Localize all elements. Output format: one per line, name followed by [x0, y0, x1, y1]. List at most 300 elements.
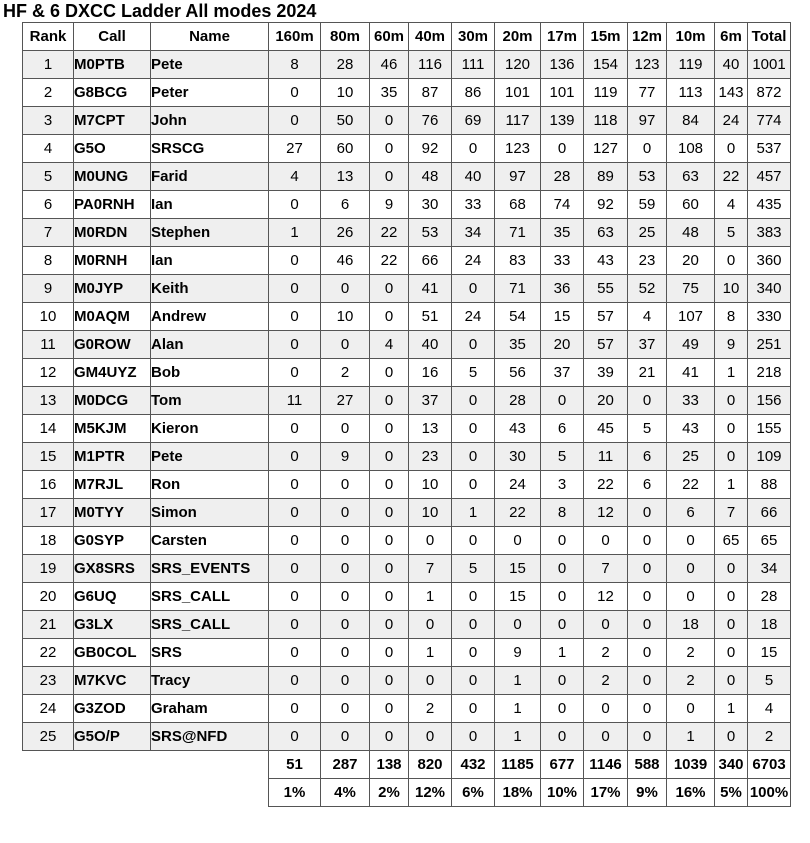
band-count-cell: 24 [715, 107, 748, 135]
rank-cell: 13 [23, 387, 74, 415]
band-count-cell: 0 [541, 555, 584, 583]
band-total-cell: 1039 [667, 751, 715, 779]
band-count-cell: 53 [628, 163, 667, 191]
band-count-cell: 0 [452, 611, 495, 639]
band-count-cell: 9 [370, 191, 409, 219]
callsign-cell: GX8SRS [74, 555, 151, 583]
callsign-cell: M7KVC [74, 667, 151, 695]
band-count-cell: 63 [667, 163, 715, 191]
band-count-cell: 6 [628, 471, 667, 499]
band-count-cell: 0 [370, 415, 409, 443]
band-count-cell: 0 [628, 499, 667, 527]
band-count-cell: 0 [452, 387, 495, 415]
operator-name-cell: Tracy [151, 667, 269, 695]
band-total-cell: 287 [321, 751, 370, 779]
total-cell: 88 [748, 471, 791, 499]
band-count-cell: 37 [541, 359, 584, 387]
band-count-cell: 0 [452, 135, 495, 163]
callsign-cell: M0DCG [74, 387, 151, 415]
band-count-cell: 20 [667, 247, 715, 275]
operator-name-cell: Bob [151, 359, 269, 387]
band-count-cell: 33 [452, 191, 495, 219]
band-count-cell: 2 [409, 695, 452, 723]
table-row [23, 135, 791, 163]
band-count-cell: 1 [541, 639, 584, 667]
band-count-cell: 24 [452, 303, 495, 331]
band-total-cell: 432 [452, 751, 495, 779]
table-row [23, 331, 791, 359]
total-cell: 66 [748, 499, 791, 527]
band-count-cell: 60 [321, 135, 370, 163]
band-count-cell: 0 [584, 723, 628, 751]
total-cell: 774 [748, 107, 791, 135]
band-total-cell: 1146 [584, 751, 628, 779]
band-count-cell: 0 [452, 331, 495, 359]
band-total-cell: 51 [269, 751, 321, 779]
band-count-cell: 0 [321, 499, 370, 527]
column-header: 12m [628, 23, 667, 51]
band-count-cell: 20 [541, 331, 584, 359]
table-row [23, 387, 791, 415]
band-count-cell: 0 [667, 695, 715, 723]
band-count-cell: 5 [452, 555, 495, 583]
band-count-cell: 34 [452, 219, 495, 247]
table-row [23, 303, 791, 331]
band-count-cell: 89 [584, 163, 628, 191]
band-count-cell: 6 [628, 443, 667, 471]
band-count-cell: 101 [495, 79, 541, 107]
band-percentage-cell: 18% [495, 779, 541, 807]
band-count-cell: 11 [269, 387, 321, 415]
band-count-cell: 56 [495, 359, 541, 387]
band-count-cell: 0 [370, 135, 409, 163]
band-count-cell: 4 [715, 191, 748, 219]
band-count-cell: 0 [370, 527, 409, 555]
band-count-cell: 2 [584, 639, 628, 667]
band-count-cell: 39 [584, 359, 628, 387]
band-count-cell: 117 [495, 107, 541, 135]
band-count-cell: 33 [667, 387, 715, 415]
band-count-cell: 2 [584, 667, 628, 695]
band-count-cell: 143 [715, 79, 748, 107]
band-count-cell: 43 [495, 415, 541, 443]
band-count-cell: 0 [715, 555, 748, 583]
band-count-cell: 46 [370, 51, 409, 79]
percentages-spacer [23, 779, 269, 807]
total-cell: 4 [748, 695, 791, 723]
total-cell: 155 [748, 415, 791, 443]
band-count-cell: 92 [409, 135, 452, 163]
operator-name-cell: SRS_CALL [151, 583, 269, 611]
band-count-cell: 66 [409, 247, 452, 275]
band-count-cell: 0 [321, 667, 370, 695]
callsign-cell: M0RDN [74, 219, 151, 247]
band-count-cell: 0 [628, 723, 667, 751]
operator-name-cell: Peter [151, 79, 269, 107]
band-percentage-cell: 100% [748, 779, 791, 807]
column-header: 10m [667, 23, 715, 51]
column-header: Rank [23, 23, 74, 51]
band-count-cell: 1 [495, 667, 541, 695]
operator-name-cell: Simon [151, 499, 269, 527]
band-count-cell: 0 [628, 555, 667, 583]
table-row [23, 471, 791, 499]
band-count-cell: 0 [584, 527, 628, 555]
band-count-cell: 0 [452, 723, 495, 751]
total-cell: 435 [748, 191, 791, 219]
operator-name-cell: Stephen [151, 219, 269, 247]
header-row [23, 23, 791, 51]
band-count-cell: 55 [584, 275, 628, 303]
band-count-cell: 22 [370, 219, 409, 247]
band-count-cell: 40 [409, 331, 452, 359]
band-count-cell: 37 [628, 331, 667, 359]
total-cell: 1001 [748, 51, 791, 79]
band-count-cell: 51 [409, 303, 452, 331]
total-cell: 340 [748, 275, 791, 303]
band-count-cell: 76 [409, 107, 452, 135]
band-count-cell: 0 [269, 555, 321, 583]
band-count-cell: 10 [715, 275, 748, 303]
total-cell: 457 [748, 163, 791, 191]
band-count-cell: 8 [541, 499, 584, 527]
band-count-cell: 27 [321, 387, 370, 415]
band-count-cell: 28 [541, 163, 584, 191]
operator-name-cell: SRS_EVENTS [151, 555, 269, 583]
band-count-cell: 25 [628, 219, 667, 247]
table-row [23, 499, 791, 527]
band-total-cell: 677 [541, 751, 584, 779]
band-count-cell: 1 [715, 695, 748, 723]
rank-cell: 3 [23, 107, 74, 135]
band-count-cell: 43 [584, 247, 628, 275]
band-count-cell: 0 [628, 695, 667, 723]
band-percentage-cell: 5% [715, 779, 748, 807]
band-count-cell: 0 [370, 723, 409, 751]
band-count-cell: 119 [584, 79, 628, 107]
band-count-cell: 0 [628, 639, 667, 667]
band-total-cell: 588 [628, 751, 667, 779]
rank-cell: 19 [23, 555, 74, 583]
band-count-cell: 22 [370, 247, 409, 275]
band-count-cell: 0 [452, 415, 495, 443]
band-count-cell: 41 [667, 359, 715, 387]
total-cell: 15 [748, 639, 791, 667]
column-header: 15m [584, 23, 628, 51]
band-count-cell: 0 [269, 639, 321, 667]
rank-cell: 5 [23, 163, 74, 191]
band-count-cell: 27 [269, 135, 321, 163]
band-count-cell: 54 [495, 303, 541, 331]
band-count-cell: 1 [409, 639, 452, 667]
band-count-cell: 0 [269, 247, 321, 275]
rank-cell: 10 [23, 303, 74, 331]
band-count-cell: 0 [667, 555, 715, 583]
band-count-cell: 0 [269, 191, 321, 219]
band-count-cell: 1 [715, 471, 748, 499]
table-row [23, 527, 791, 555]
callsign-cell: G0SYP [74, 527, 151, 555]
operator-name-cell: Kieron [151, 415, 269, 443]
band-count-cell: 127 [584, 135, 628, 163]
band-count-cell: 136 [541, 51, 584, 79]
band-count-cell: 0 [269, 107, 321, 135]
total-cell: 5 [748, 667, 791, 695]
band-count-cell: 7 [715, 499, 748, 527]
band-count-cell: 9 [495, 639, 541, 667]
band-count-cell: 71 [495, 219, 541, 247]
operator-name-cell: SRSCG [151, 135, 269, 163]
band-count-cell: 0 [628, 387, 667, 415]
band-count-cell: 63 [584, 219, 628, 247]
operator-name-cell: SRS@NFD [151, 723, 269, 751]
band-count-cell: 0 [269, 695, 321, 723]
band-count-cell: 118 [584, 107, 628, 135]
band-count-cell: 0 [269, 723, 321, 751]
band-count-cell: 59 [628, 191, 667, 219]
column-header: Name [151, 23, 269, 51]
band-count-cell: 0 [541, 527, 584, 555]
total-cell: 330 [748, 303, 791, 331]
callsign-cell: M5KJM [74, 415, 151, 443]
table-row [23, 51, 791, 79]
band-count-cell: 0 [269, 527, 321, 555]
operator-name-cell: Ian [151, 247, 269, 275]
rank-cell: 21 [23, 611, 74, 639]
callsign-cell: G0ROW [74, 331, 151, 359]
column-header: 60m [370, 23, 409, 51]
band-count-cell: 0 [269, 359, 321, 387]
band-count-cell: 7 [584, 555, 628, 583]
band-count-cell: 0 [409, 611, 452, 639]
callsign-cell: G6UQ [74, 583, 151, 611]
rank-cell: 11 [23, 331, 74, 359]
table-row [23, 415, 791, 443]
rank-cell: 18 [23, 527, 74, 555]
band-count-cell: 0 [667, 527, 715, 555]
band-count-cell: 22 [667, 471, 715, 499]
band-count-cell: 10 [409, 499, 452, 527]
band-count-cell: 0 [541, 723, 584, 751]
band-count-cell: 15 [541, 303, 584, 331]
table-row [23, 443, 791, 471]
band-count-cell: 57 [584, 303, 628, 331]
band-count-cell: 0 [715, 387, 748, 415]
band-count-cell: 0 [370, 471, 409, 499]
table-row [23, 275, 791, 303]
band-count-cell: 123 [495, 135, 541, 163]
band-count-cell: 22 [495, 499, 541, 527]
band-count-cell: 123 [628, 51, 667, 79]
band-count-cell: 7 [409, 555, 452, 583]
total-cell: 872 [748, 79, 791, 107]
band-count-cell: 0 [452, 275, 495, 303]
callsign-cell: G5O [74, 135, 151, 163]
band-count-cell: 0 [269, 471, 321, 499]
band-percentage-cell: 2% [370, 779, 409, 807]
band-count-cell: 35 [541, 219, 584, 247]
table-row [23, 359, 791, 387]
callsign-cell: M0UNG [74, 163, 151, 191]
rank-cell: 20 [23, 583, 74, 611]
total-cell: 537 [748, 135, 791, 163]
band-count-cell: 3 [541, 471, 584, 499]
band-count-cell: 0 [370, 611, 409, 639]
band-count-cell: 0 [541, 667, 584, 695]
band-count-cell: 23 [628, 247, 667, 275]
column-header: 40m [409, 23, 452, 51]
band-count-cell: 4 [370, 331, 409, 359]
band-count-cell: 0 [370, 555, 409, 583]
band-count-cell: 0 [269, 499, 321, 527]
callsign-cell: G5O/P [74, 723, 151, 751]
column-header: 20m [495, 23, 541, 51]
band-count-cell: 68 [495, 191, 541, 219]
band-count-cell: 25 [667, 443, 715, 471]
band-count-cell: 0 [321, 695, 370, 723]
band-count-cell: 92 [584, 191, 628, 219]
rank-cell: 16 [23, 471, 74, 499]
band-count-cell: 0 [715, 667, 748, 695]
table-row [23, 555, 791, 583]
rank-cell: 24 [23, 695, 74, 723]
band-count-cell: 30 [409, 191, 452, 219]
total-cell: 18 [748, 611, 791, 639]
column-header: Call [74, 23, 151, 51]
band-count-cell: 0 [715, 415, 748, 443]
band-count-cell: 0 [715, 723, 748, 751]
band-count-cell: 0 [628, 527, 667, 555]
callsign-cell: M0TYY [74, 499, 151, 527]
percentages-row [23, 779, 791, 807]
callsign-cell: M0PTB [74, 51, 151, 79]
band-count-cell: 0 [370, 695, 409, 723]
band-count-cell: 41 [409, 275, 452, 303]
band-count-cell: 16 [409, 359, 452, 387]
total-cell: 218 [748, 359, 791, 387]
band-count-cell: 20 [584, 387, 628, 415]
band-percentage-cell: 10% [541, 779, 584, 807]
callsign-cell: G8BCG [74, 79, 151, 107]
band-percentage-cell: 6% [452, 779, 495, 807]
band-count-cell: 65 [715, 527, 748, 555]
band-count-cell: 21 [628, 359, 667, 387]
callsign-cell: PA0RNH [74, 191, 151, 219]
band-count-cell: 0 [715, 583, 748, 611]
table-row [23, 163, 791, 191]
band-count-cell: 0 [370, 359, 409, 387]
band-count-cell: 0 [409, 527, 452, 555]
total-cell: 156 [748, 387, 791, 415]
band-count-cell: 10 [321, 303, 370, 331]
band-count-cell: 1 [269, 219, 321, 247]
band-count-cell: 111 [452, 51, 495, 79]
band-count-cell: 0 [370, 107, 409, 135]
band-count-cell: 11 [584, 443, 628, 471]
total-cell: 34 [748, 555, 791, 583]
band-count-cell: 15 [495, 583, 541, 611]
band-count-cell: 2 [667, 667, 715, 695]
operator-name-cell: Pete [151, 443, 269, 471]
band-count-cell: 48 [667, 219, 715, 247]
total-cell: 2 [748, 723, 791, 751]
page-title: HF & 6 DXCC Ladder All modes 2024 [3, 1, 317, 21]
callsign-cell: G3LX [74, 611, 151, 639]
band-count-cell: 97 [628, 107, 667, 135]
band-count-cell: 86 [452, 79, 495, 107]
band-count-cell: 0 [452, 443, 495, 471]
operator-name-cell: Andrew [151, 303, 269, 331]
callsign-cell: M0AQM [74, 303, 151, 331]
table-row [23, 191, 791, 219]
band-count-cell: 10 [321, 79, 370, 107]
operator-name-cell: Pete [151, 51, 269, 79]
totals-spacer [23, 751, 269, 779]
band-count-cell: 0 [452, 667, 495, 695]
totals-row [23, 751, 791, 779]
operator-name-cell: SRS_CALL [151, 611, 269, 639]
table-row [23, 723, 791, 751]
band-count-cell: 0 [321, 583, 370, 611]
total-cell: 109 [748, 443, 791, 471]
table-row [23, 247, 791, 275]
total-cell: 65 [748, 527, 791, 555]
column-header: 17m [541, 23, 584, 51]
callsign-cell: M7RJL [74, 471, 151, 499]
band-count-cell: 154 [584, 51, 628, 79]
band-count-cell: 0 [715, 443, 748, 471]
band-count-cell: 43 [667, 415, 715, 443]
band-count-cell: 0 [452, 471, 495, 499]
total-cell: 251 [748, 331, 791, 359]
band-count-cell: 8 [715, 303, 748, 331]
operator-name-cell: Ian [151, 191, 269, 219]
band-count-cell: 6 [541, 415, 584, 443]
band-count-cell: 0 [370, 639, 409, 667]
band-count-cell: 0 [321, 471, 370, 499]
band-count-cell: 0 [370, 303, 409, 331]
operator-name-cell: Carsten [151, 527, 269, 555]
band-count-cell: 45 [584, 415, 628, 443]
band-count-cell: 0 [321, 415, 370, 443]
band-count-cell: 0 [628, 135, 667, 163]
callsign-cell: GM4UYZ [74, 359, 151, 387]
band-count-cell: 53 [409, 219, 452, 247]
band-count-cell: 46 [321, 247, 370, 275]
band-count-cell: 74 [541, 191, 584, 219]
band-count-cell: 0 [321, 639, 370, 667]
band-count-cell: 0 [370, 387, 409, 415]
band-count-cell: 6 [321, 191, 370, 219]
band-count-cell: 0 [370, 275, 409, 303]
band-count-cell: 0 [370, 499, 409, 527]
rank-cell: 17 [23, 499, 74, 527]
band-count-cell: 0 [541, 135, 584, 163]
band-count-cell: 108 [667, 135, 715, 163]
total-cell: 383 [748, 219, 791, 247]
band-count-cell: 0 [667, 583, 715, 611]
band-total-cell: 138 [370, 751, 409, 779]
band-count-cell: 18 [667, 611, 715, 639]
rank-cell: 7 [23, 219, 74, 247]
rank-cell: 1 [23, 51, 74, 79]
band-count-cell: 0 [715, 247, 748, 275]
band-count-cell: 0 [269, 667, 321, 695]
band-count-cell: 4 [269, 163, 321, 191]
band-count-cell: 0 [321, 275, 370, 303]
band-count-cell: 49 [667, 331, 715, 359]
rank-cell: 14 [23, 415, 74, 443]
